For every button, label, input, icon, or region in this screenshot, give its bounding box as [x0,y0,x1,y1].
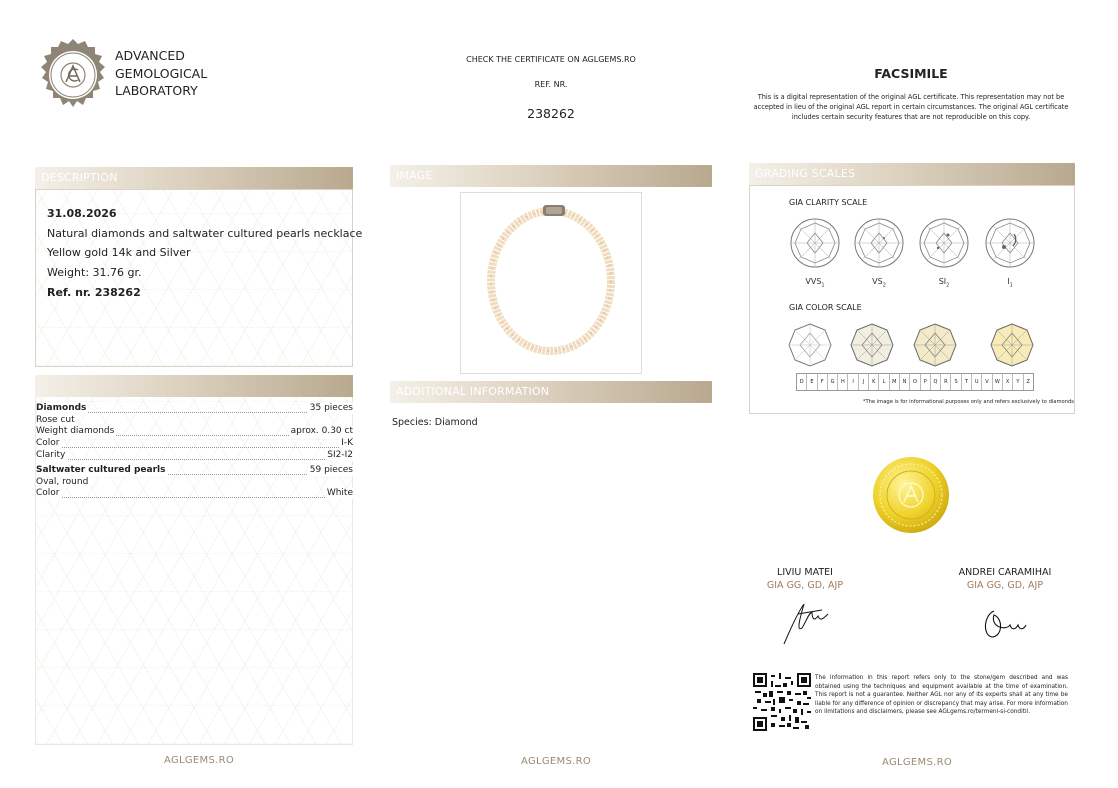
additional-header: ADDITIONAL INFORMATION [390,381,712,403]
detail-value: SI2-I2 [327,450,353,460]
detail-key: Rose cut [36,415,75,425]
color-title: GIA COLOR SCALE [789,303,862,312]
color-letter: G [828,374,838,390]
detail-value: 59 pieces [309,465,353,475]
clarity-diamond-vvs [789,217,841,273]
color-letter: K [869,374,879,390]
clarity-label-vvs: $VVS_1$ [805,277,825,289]
facsimile-title: FACSIMILE [874,66,948,81]
detail-key: Oval, round [36,477,89,487]
signer-1-credentials: GIA GG, GD, AJP [766,580,844,591]
color-letter: Y [1013,374,1023,390]
detail-row-weight [36,426,353,438]
color-letter: E [807,374,817,390]
description-date: 31.08.2026 [47,207,117,220]
color-letter: P [921,374,931,390]
clarity-diamond-si [918,217,970,273]
color-diamond-near-colorless [850,323,894,371]
disclaimer-text: The information in this report refers only to the stone/gem described and was obtained using the techniques and equipment available at the time of examination. This report is not a guarantee. Neither AGL nor any of its experts shall at any time be liable for any difference of opinion or discrepancy that may arise. For more information on limitations and disclaimers, please see AGLgems.ro/termeni-si-conditii. [815,675,1068,716]
detail-row-color [36,438,353,450]
image-header: IMAGE [390,165,712,187]
color-letter: H [838,374,848,390]
color-letter: M [890,374,900,390]
color-letter: I [848,374,858,390]
color-diamond-colorless [788,323,832,371]
clarity-label-i: $I_1$ [1007,277,1013,289]
detail-key: Saltwater cultured pearls [36,465,166,475]
clarity-diamond-vs [853,217,905,273]
grading-note: *The image is for informational purposes only and refers exclusively to diamonds [862,399,1074,405]
detail-row-pearl-color [36,488,353,500]
description-weight: Weight: 31.76 gr. [47,266,142,279]
signature-2 [980,605,1030,649]
description-item: Natural diamonds and saltwater cultured pearls necklace [47,227,363,240]
additional-text: Species: Diamond [392,417,478,428]
color-letter: R [941,374,951,390]
detail-value: White [326,488,353,498]
color-diamond-light [990,323,1034,371]
footer-middle: AGLGEMS.RO [521,756,592,767]
footer-right: AGLGEMS.RO [882,757,953,768]
description-metal: Yellow gold 14k and Silver [47,246,191,259]
clarity-title: GIA CLARITY SCALE [789,198,868,207]
color-letter: J [859,374,869,390]
signer-2-credentials: GIA GG, GD, AJP [966,580,1044,591]
logo-line-1: ADVANCED [115,48,185,63]
ref-number: 238262 [527,106,575,121]
color-diamond-faint [913,323,957,371]
color-letter: T [962,374,972,390]
color-letter: N [900,374,910,390]
detail-row-diamonds [36,403,353,415]
signature-1 [778,600,834,652]
agl-seal-logo [36,38,110,112]
detail-key: Color [36,438,60,448]
detail-value: I-K [341,438,353,448]
color-letter: X [1003,374,1013,390]
color-letter: V [982,374,992,390]
color-letter: D [797,374,807,390]
facsimile-text: This is a digital representation of the original AGL certificate. This representation may not be accepted in lieu of the original AGL report in certain circumstances. The original AGL certificate includes certain security features that are not reproducible on this copy. [753,93,1069,121]
check-certificate-text: CHECK THE CERTIFICATE ON AGLGEMS.RO [466,55,636,64]
detail-row-pearls [36,465,353,477]
detail-key: Diamonds [36,403,87,413]
detail-value: aprox. 0.30 ct [290,426,353,436]
description-header: DESCRIPTION [35,167,353,189]
description-ref: Ref. nr. 238262 [47,286,141,299]
qr-code[interactable] [753,673,811,735]
color-letter: Z [1026,379,1030,385]
detail-key: Clarity [36,450,66,460]
detail-value: 35 pieces [309,403,353,413]
details-header [35,375,353,397]
color-letter: F [818,374,828,390]
clarity-diamond-i [984,217,1036,273]
clarity-label-si: $SI_2$ [938,277,950,289]
color-scale-bar [796,373,1034,391]
logo-line-3: LABORATORY [115,83,198,98]
color-letter: L [879,374,889,390]
detail-key: Weight diamonds [36,426,115,436]
color-letter: S [951,374,961,390]
detail-key: Color [36,488,60,498]
signer-1-name: LIVIU MATEI [777,567,833,578]
logo-line-2: GEMOLOGICAL [115,65,208,81]
gold-seal-icon [871,455,951,539]
footer-left: AGLGEMS.RO [164,755,235,766]
color-letter: U [972,374,982,390]
signer-2-name: ANDREI CARAMIHAI [958,567,1052,578]
color-letter: W [993,374,1003,390]
grading-header: GRADING SCALES [749,163,1075,185]
clarity-label-vs: $VS_2$ [872,277,886,289]
ref-label: REF. NR. [534,80,568,89]
necklace-image [460,192,642,374]
color-letter: O [910,374,920,390]
color-letter: Q [931,374,941,390]
detail-row-clarity [36,450,353,462]
